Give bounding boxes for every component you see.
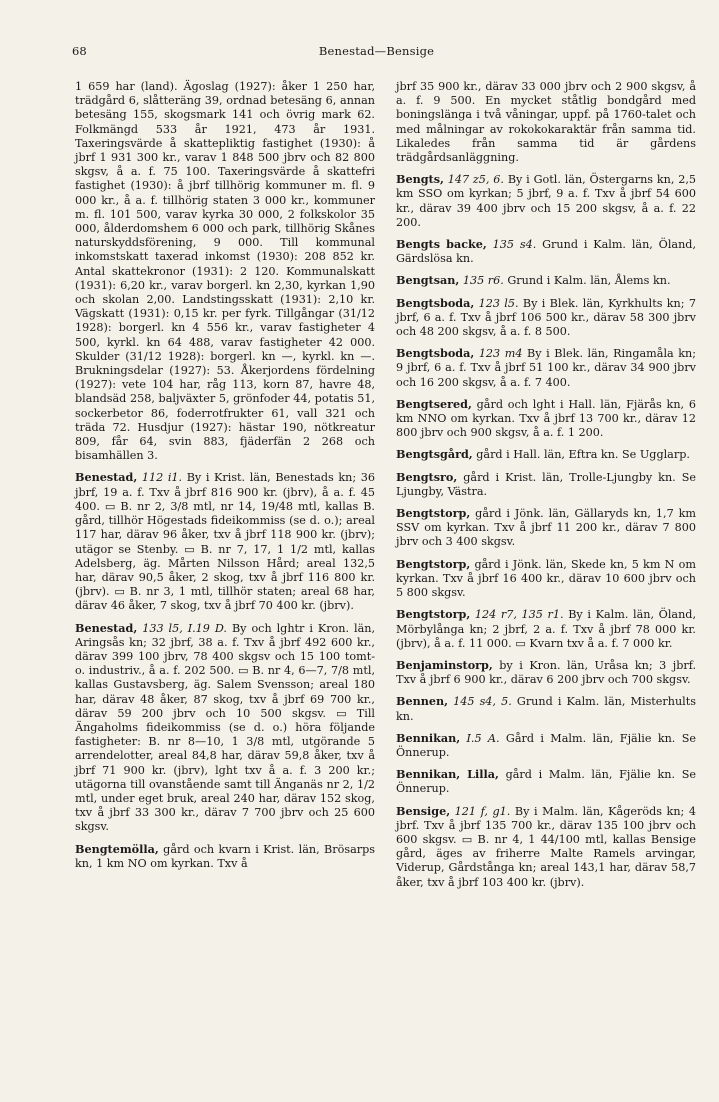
entry-text: By i Blek. län, Ringamåla kn; 9 jbrf, 6 a. f. Txv å jbrf 51 100 kr., därav 34 900 jbrv och 16 200 skgsv, å a. f. 7 400. xyxy=(396,347,696,389)
entry xyxy=(396,273,696,288)
entry-text: Grund i Kalm. län, Ålems kn. xyxy=(507,274,671,288)
entry-text: gård och kvarn i Krist. län, Brösarps kn, 1 km NO om kyrkan. Txv å xyxy=(75,842,375,870)
entry xyxy=(396,397,696,441)
entry-headword: Benestad, xyxy=(75,470,138,485)
page-header xyxy=(72,44,681,64)
map-reference: 124 r7, 135 r1. xyxy=(474,608,564,622)
entry-headword: Bengtsgård, xyxy=(396,447,473,462)
entry-headword: Bengtstorp, xyxy=(396,556,471,571)
entry xyxy=(396,557,696,601)
entry-headword: Benestad, xyxy=(75,620,138,635)
entry-headword: Bengts backe, xyxy=(396,237,487,252)
map-reference: 133 l5, I.19 D. xyxy=(142,621,227,635)
entry-headword: Bengtstorp, xyxy=(396,607,471,622)
map-reference: 121 f, g1. xyxy=(454,804,511,818)
entry xyxy=(396,506,696,550)
entry-headword: Bengtstorp, xyxy=(396,506,471,521)
right-column xyxy=(396,80,696,897)
entry xyxy=(396,804,696,890)
entry-headword: Bensige, xyxy=(396,803,451,818)
entry-text: By i Kalm. län, Öland, Mörbylånga kn; 2 jbrf, 2 a. f. Txv å jbrf 78 000 kr. (jbrv), å a. f. 11 000. ▭ Kvarn txv å a. f. 7 000 kr. xyxy=(396,608,696,650)
entry-headword: Bengtsro, xyxy=(396,469,458,484)
entry-headword: Bengtsan, xyxy=(396,273,460,288)
entry-headword: Bengtsered, xyxy=(396,396,472,411)
entry-text: gård i Jönk. län, Gällaryds kn, 1,7 km SSV om kyrkan. Txv å jbrf 11 200 kr., därav 7 800 jbrv och 3 400 skgsv. xyxy=(396,507,696,549)
map-reference: I.5 A. xyxy=(466,731,500,745)
map-reference: 145 s4, 5. xyxy=(453,695,512,709)
entry-text: gård i Malm. län, Fjälie kn. Se Önnerup. xyxy=(396,768,696,796)
entry-text: gård i Krist. län, Trolle-Ljungby kn. Se Ljungby, Västra. xyxy=(396,470,696,498)
entry xyxy=(75,842,375,871)
entry-text: Grund i Kalm. län, Misterhults kn. xyxy=(396,695,696,723)
entry-text: gård i Hall. län, Eftra kn. Se Ugglarp. xyxy=(476,448,690,462)
entry xyxy=(396,237,696,266)
entry-text: Gård i Malm. län, Fjälie kn. Se Önnerup. xyxy=(396,731,696,759)
map-reference: 123 l5. xyxy=(478,296,519,310)
entry-text: gård i Jönk. län, Skede kn, 5 km N om kyrkan. Txv å jbrf 16 400 kr., därav 10 600 jbrv och 5 800 skgsv. xyxy=(396,557,696,600)
entry-headword: Bengtemölla, xyxy=(75,841,159,856)
entry-text: By och lghtr i Kron. län, Aringsås kn; 32 jbrf, 38 a. f. Txv å jbrf 492 600 kr., därav 399 100 jbrv, 78 400 skgsv och 15 100 tomt- o. industriv., å a. f. 202 500. ▭ B. nr 4, 6—7, 7/8 mtl, kallas Gustavsberg, äg. Salem Svensson; areal 180 har, därav 48 åker, 87 skog, txv å jbrf 69 700 kr., därav 59 200 jbrv och 10 500 skgsv. ▭ Till Ängaholms fideikommiss (se d. o.) höra följande fastigheter: B. nr 8—10, 1 3/8 mtl, utgörande 5 arrendelotter, areal 84,8 har, därav 59,8 åker, txv å jbrf 71 900 kr. (jbrv), lght txv å a. f. 3 200 kr.; utägorna till ovanstående samt till Änganäs nr 2, 1/2 mtl, under eget bruk, areal 240 har, därav 152 skog, txv å jbrf 33 300 kr., därav 7 700 jbrv och 25 600 skgsv. xyxy=(75,621,375,834)
left-column xyxy=(75,80,375,878)
entry xyxy=(75,621,375,835)
entry-text: by i Kron. län, Uråsa kn; 3 jbrf. Txv å jbrf 6 900 kr., därav 6 200 jbrv och 700 skgsv. xyxy=(396,658,696,687)
page-number: 68 xyxy=(72,44,87,58)
entry-text: Grund i Kalm. län, Öland, Gärdslösa kn. xyxy=(396,238,697,266)
entry-text: 1 659 har (land). Ägoslag (1927): åker 1 250 har, trädgård 6, slåtteräng 39, ordnad betesäng 6, annan betesäng 155, skogsmark 141 och övrig mark 62. Folkmängd 533 år 1921, 473 år 1931. Taxeringsvärde å skattepliktig fastighet (1930): å jbrf 1 931 300 kr., varav 1 848 500 jbrv och 82 800 skgsv, å a. f. 75 100. Taxeringsvärde å skattefri fastighet (1930): å jbrf tillhörig kommuner m. fl. 9 000 kr., å a. f. tillhörig staten 3 000 kr., kommuner m. fl. 101 500, varav kyrka 30 000, 2 folkskolor 35 000, ålderdomshem 6 000 och park, tillhörig Skånes naturskyddsförening, 9 000. Till kommunal inkomstskatt taxerad inkomst (1930): 208 852 kr. Antal skattekronor (1931): 2 120. Kommunalskatt (1931): 6,20 kr., varav borgerl. kn 2,30, kyrkan 1,90 och skolan 2,00. Landstingsskatt (1931): 2,10 kr. Vägskatt (1931): 0,15 kr. per fyrk. Tillgångar (31/12 1928): borgerl. kn 4 556 kr., varav fastigheter 4 500, kyrkl. kn 64 488, varav fastigheter 42 000. Skulder (31/12 1928): borgerl. kn —, kyrkl. kn —. Brukningsdelar (1927): 53. Åkerjordens fördelning (1927): vete 104 har, råg 113, korn 87, havre 48, blandsäd 258, baljväxter 5, grönfoder 44, potatis 51, sockerbetor 86, foderrotfrukter 61, vall 321 och träda 72. Husdjur (1927): hästar 190, nötkreatur 809, får 64, svin 883, fjäderfän 2 268 och bisamhällen 3. xyxy=(75,80,375,463)
entry-text: By i Krist. län, Benestads kn; 36 jbrf, 19 a. f. Txv å jbrf 816 900 kr. (jbrv), å a. f. 45 400. ▭ B. nr 2, 3/8 mtl, nr 14, 19/48 mtl, kallas B. gård, tillhör Högestads fideikommiss (se d. o.); areal 117 har, därav 96 åker, txv å jbrf 118 900 kr. (jbrv); utägor se Stenby. ▭ B. nr 7, 17, 1 1/2 mtl, kallas Adelsberg, äg. Mårten Nilsson Hård; areal 132,5 har, därav 90,5 åker, 2 skog, txv å jbrf 116 800 kr. (jbrv). ▭ B. nr 3, 1 mtl, tillhör staten; areal 68 har, därav 46 åker, 7 skog, txv å jbrf 70 400 kr. (jbrv). xyxy=(75,471,375,613)
entry-text: By i Blek. län, Kyrkhults kn; 7 jbrf, 6 a. f. Txv å jbrf 106 500 kr., därav 58 300 jbrv och 48 200 skgsv, å a. f. 8 500. xyxy=(396,296,696,339)
entry-headword: Bennikan, Lilla, xyxy=(396,767,499,782)
entry xyxy=(396,767,696,796)
entry-continuation xyxy=(75,80,375,463)
map-reference: 123 m4 xyxy=(478,347,523,361)
entry-text: gård och lght i Hall. län, Fjärås kn, 6 km NNO om kyrkan. Txv å jbrf 13 700 kr., därav 12 800 jbrv och 900 skgsv, å a. f. 1 200. xyxy=(396,397,696,440)
entry xyxy=(396,694,696,723)
entry xyxy=(396,658,696,687)
entry-headword: Bengtsboda, xyxy=(396,346,475,361)
entry xyxy=(75,470,375,613)
entry xyxy=(396,607,696,651)
map-reference: 112 i1. xyxy=(141,471,183,485)
entry xyxy=(396,296,696,340)
entry-text: By i Malm. län, Kågeröds kn; 4 jbrf. Txv å jbrf 135 700 kr., därav 135 100 jbrv och 600 skgsv. ▭ B. nr 4, 1 44/100 mtl, kallas Bensige gård, äges av friherre Malte Ramels arvingar, Viderup, Gårdstånga kn; areal 143,1 har, därav 58,7 åker, txv å jbrf 103 400 kr. (jbrv). xyxy=(396,804,696,889)
map-reference: 135 s4. xyxy=(492,238,537,252)
running-head: Benestad—Bensige xyxy=(318,44,435,58)
entry xyxy=(396,447,696,462)
entry xyxy=(396,346,696,390)
entry-headword: Bengts, xyxy=(396,172,444,187)
entry xyxy=(396,731,696,760)
entry-headword: Benjaminstorp, xyxy=(396,657,493,672)
entry-continuation xyxy=(396,80,696,165)
entry-headword: Bennen, xyxy=(396,694,448,709)
entry xyxy=(396,470,696,499)
map-reference: 147 z5, 6. xyxy=(447,173,504,187)
entry-headword: Bennikan, xyxy=(396,730,461,745)
entry-text: By i Gotl. län, Östergarns kn, 2,5 km SSO om kyrkan; 5 jbrf, 9 a. f. Txv å jbrf 54 600 kr., därav 39 400 jbrv och 15 200 skgsv, å a. f. 22 200. xyxy=(396,173,697,229)
entry-text: jbrf 35 900 kr., därav 33 000 jbrv och 2 900 skgsv, å a. f. 9 500. En mycket ståtlig bondgård med boningslänga i två våningar, uppf. på 1760-talet och med målningar av rokokokaraktär från samma tid. Likaledes från samma tid är gårdens trädgårdsanläggning. xyxy=(396,80,696,165)
map-reference: 135 r6. xyxy=(462,274,504,288)
entry xyxy=(396,172,696,230)
entry-headword: Bengtsboda, xyxy=(396,295,475,310)
